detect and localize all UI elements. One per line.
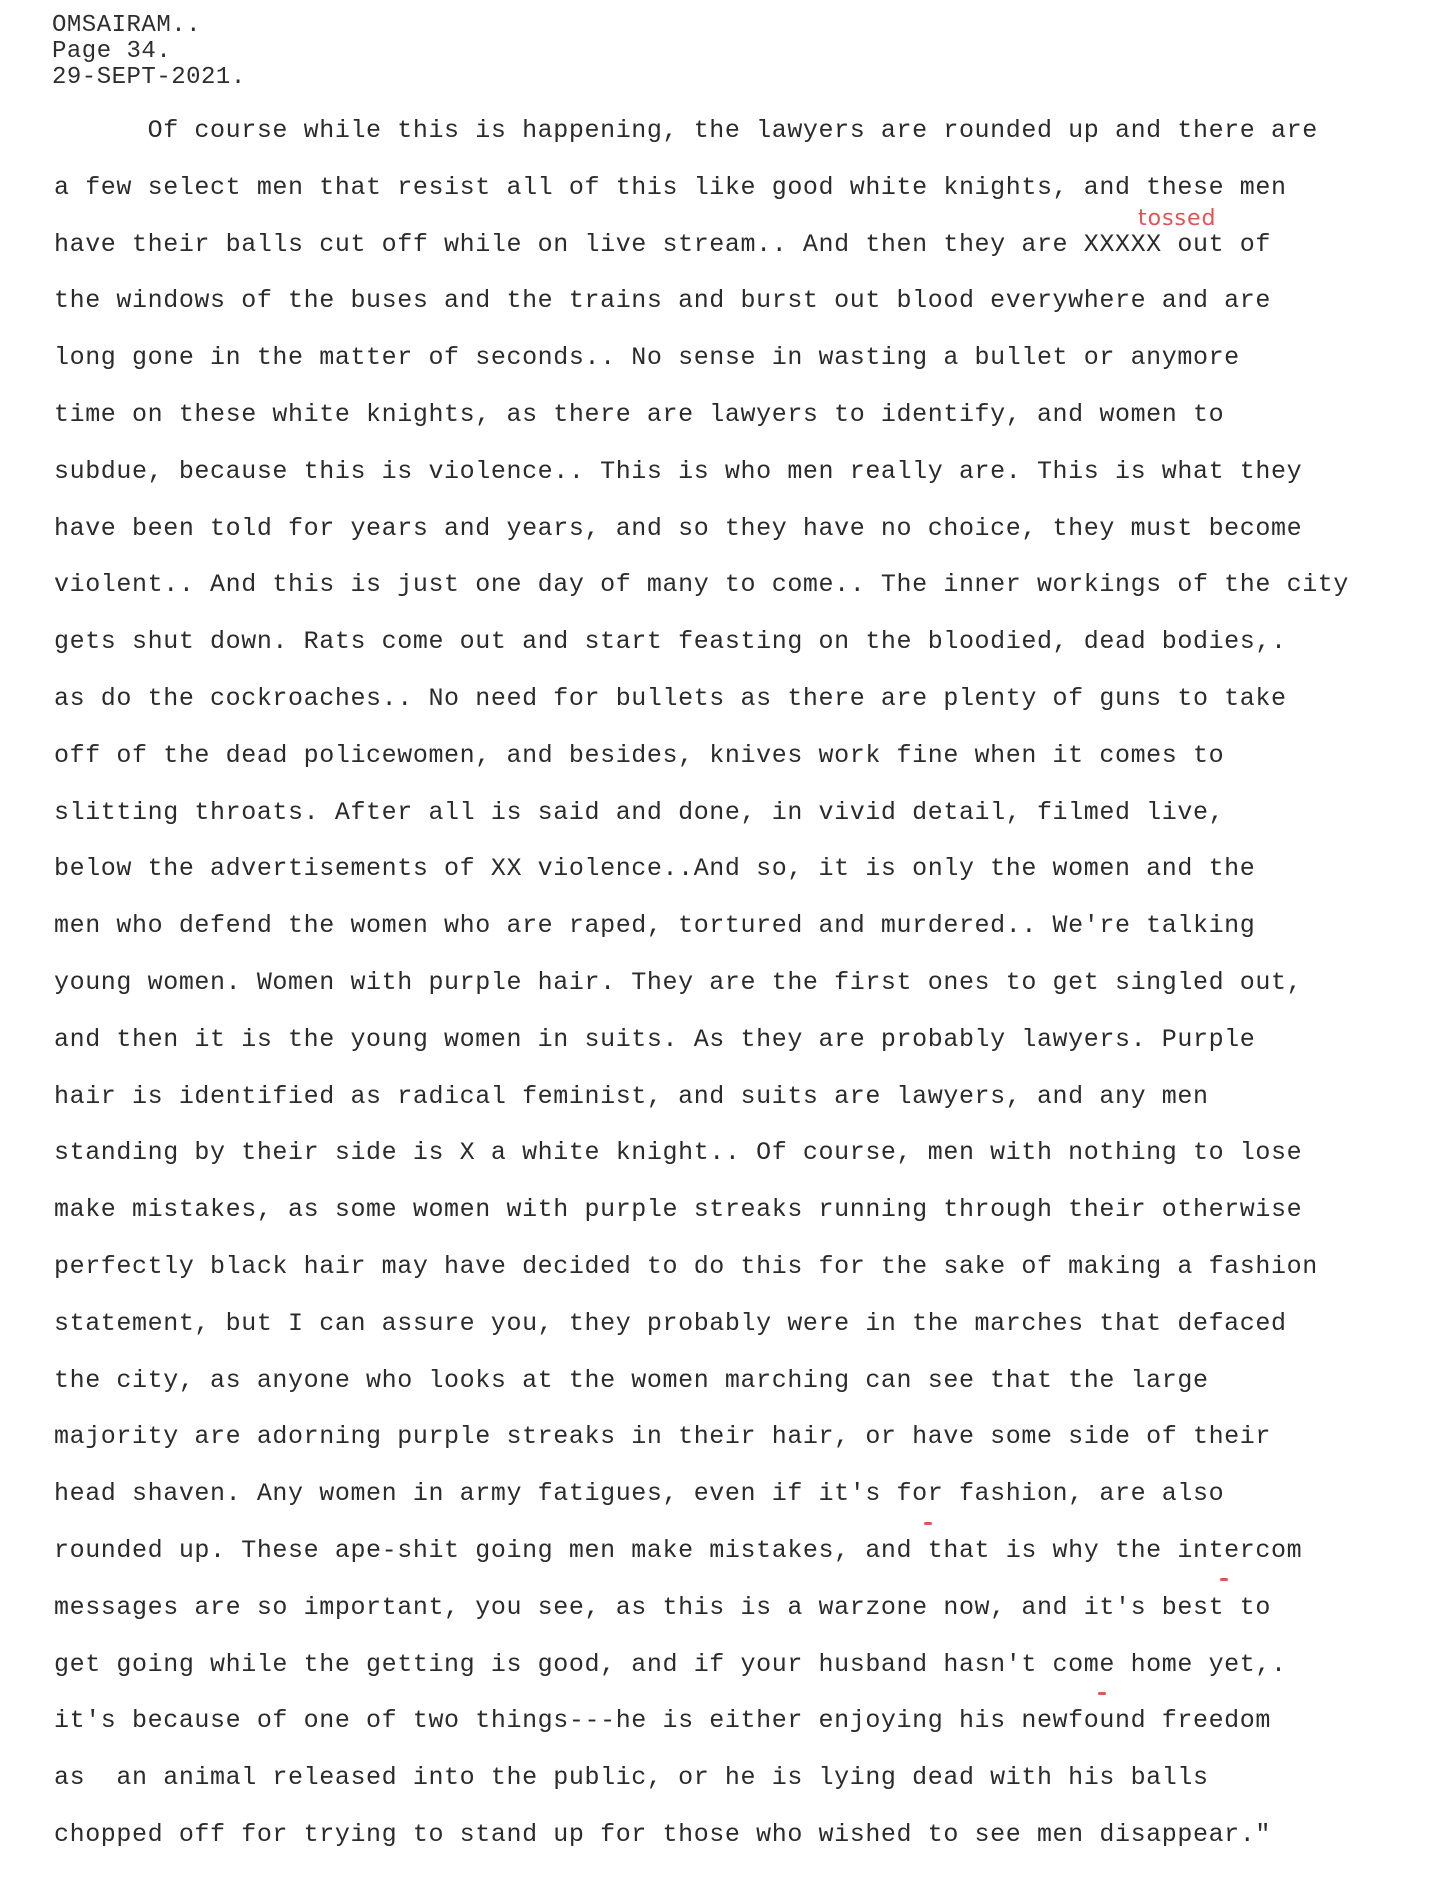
text-line: the windows of the buses and the trains and burst out blood everywhere and are: [54, 286, 1271, 315]
text-line: the city, as anyone who looks at the women marching can see that the large: [54, 1366, 1209, 1395]
text-line: messages are so important, you see, as this is a warzone now, and it's best to: [54, 1593, 1271, 1622]
text-line: subdue, because this is violence.. This is who men really are. This is what they: [54, 457, 1303, 486]
text-line: rounded up. These ape-shit going men make mistakes, and that is why the intercom: [54, 1536, 1303, 1565]
text-line: long gone in the matter of seconds.. No sense in wasting a bullet or anymore: [54, 343, 1240, 372]
text-line: Of course while this is happening, the lawyers are rounded up and there are: [54, 116, 1318, 145]
text-line: head shaven. Any women in army fatigues, even if it's for fashion, are also: [54, 1479, 1225, 1508]
correction-mark: [1220, 1578, 1228, 1581]
text-line: and then it is the young women in suits. As they are probably lawyers. Purple: [54, 1025, 1256, 1054]
text-line: a few select men that resist all of this like good white knights, and these men: [54, 173, 1287, 202]
text-line: get going while the getting is good, and if your husband hasn't come home yet,.: [54, 1650, 1287, 1679]
text-line: slitting throats. After all is said and done, in vivid detail, filmed live,: [54, 798, 1225, 827]
text-line: as an animal released into the public, or he is lying dead with his balls: [54, 1763, 1209, 1792]
page-date: 29-SEPT-2021.: [52, 64, 246, 91]
text-line: majority are adorning purple streaks in their hair, or have some side of their: [54, 1422, 1271, 1451]
text-line: it's because of one of two things---he is either enjoying his newfound freedom: [54, 1706, 1271, 1735]
text-line: below the advertisements of XX violence..And so, it is only the women and the: [54, 854, 1256, 883]
text-line: have their balls cut off while on live stream.. And then they are XXXXX out of: [54, 230, 1271, 259]
text-line: make mistakes, as some women with purple streaks running through their otherwise: [54, 1195, 1303, 1224]
text-line: chopped off for trying to stand up for those who wished to see men disappear.": [54, 1820, 1271, 1849]
page-number: Page 34.: [52, 38, 172, 65]
text-line: hair is identified as radical feminist, and suits are lawyers, and any men: [54, 1082, 1209, 1111]
correction-mark: [1098, 1692, 1106, 1695]
text-line: men who defend the women who are raped, tortured and murdered.. We're talking: [54, 911, 1256, 940]
text-line: young women. Women with purple hair. They are the first ones to get singled out,: [54, 968, 1303, 997]
text-line: violent.. And this is just one day of many to come.. The inner workings of the city: [54, 570, 1350, 599]
text-line: off of the dead policewomen, and besides, knives work fine when it comes to: [54, 741, 1225, 770]
text-line: gets shut down. Rats come out and start feasting on the bloodied, dead bodies,.: [54, 627, 1287, 656]
text-line: time on these white knights, as there are lawyers to identify, and women to: [54, 400, 1225, 429]
correction-mark: [924, 1522, 932, 1525]
text-line: standing by their side is X a white knight.. Of course, men with nothing to lose: [54, 1138, 1303, 1167]
text-line: as do the cockroaches.. No need for bullets as there are plenty of guns to take: [54, 684, 1287, 713]
text-line: have been told for years and years, and so they have no choice, they must become: [54, 514, 1303, 543]
header-omsairam: OMSAIRAM..: [52, 12, 202, 39]
handwritten-correction-tossed: tossed: [1138, 206, 1217, 231]
text-line: statement, but I can assure you, they probably were in the marches that defaced: [54, 1309, 1287, 1338]
text-line: perfectly black hair may have decided to do this for the sake of making a fashion: [54, 1252, 1318, 1281]
